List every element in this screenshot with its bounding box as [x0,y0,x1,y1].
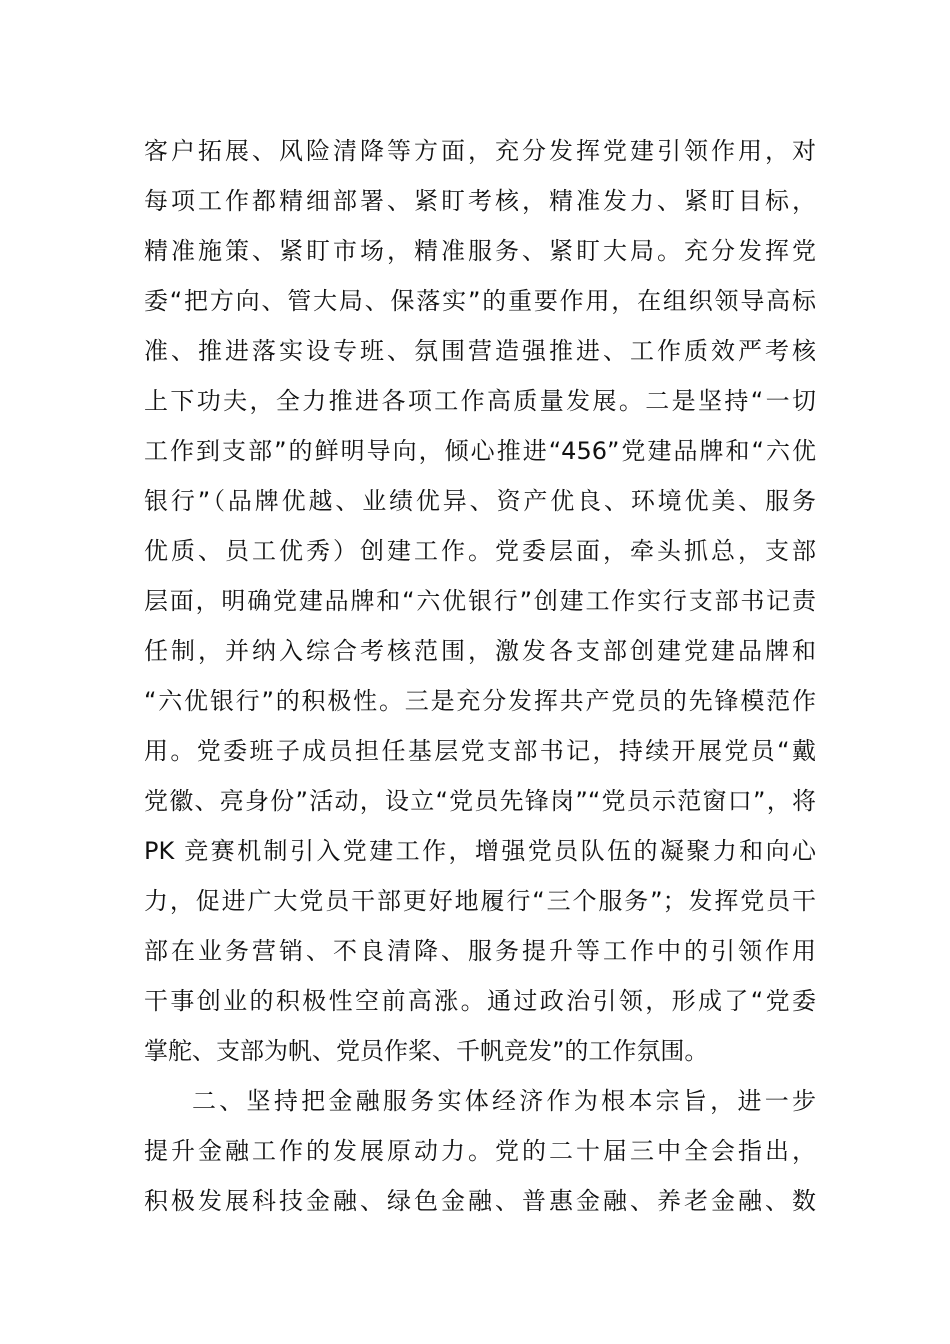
paragraph-line: 二、坚持把金融服务实体经济作为根本宗旨，进一步 [192,1087,816,1115]
paragraph-line: 提升金融工作的发展原动力。党的二十届三中全会指出， [144,1137,816,1165]
paragraph-line: 银行”（品牌优越、业绩优异、资产优良、环境优美、服务 [144,487,816,515]
paragraph-line: 层面，明确党建品牌和“六优银行”创建工作实行支部书记责 [144,587,816,615]
paragraph-line: 每项工作都精细部署、紧盯考核，精准发力、紧盯目标， [144,187,816,215]
paragraph-line: 优质、员工优秀）创建工作。党委层面，牵头抓总，支部 [144,537,816,565]
paragraph-line: 用。党委班子成员担任基层党支部书记，持续开展党员“戴 [144,737,816,765]
paragraph-line: 委“把方向、管大局、保落实”的重要作用，在组织领导高标 [144,287,816,315]
paragraph-line: 精准施策、紧盯市场，精准服务、紧盯大局。充分发挥党 [144,237,816,265]
paragraph-1 [144,126,816,1076]
paragraph-line: 积极发展科技金融、绿色金融、普惠金融、养老金融、数 [144,1187,816,1215]
paragraph-line: 上下功夫，全力推进各项工作高质量发展。二是坚持“一切 [144,387,816,415]
paragraph-line: 客户拓展、风险清降等方面，充分发挥党建引领作用，对 [144,137,816,165]
paragraph-line: 准、推进落实设专班、氛围营造强推进、工作质效严考核 [144,337,816,365]
document-body [144,126,816,1226]
paragraph-line: PK 竞赛机制引入党建工作，增强党员队伍的凝聚力和向心 [144,837,816,865]
paragraph-line: 任制，并纳入综合考核范围，激发各支部创建党建品牌和 [144,637,816,665]
paragraph-2 [144,1076,816,1226]
paragraph-line: 掌舵、支部为帆、党员作桨、千帆竞发”的工作氛围。 [144,1037,709,1065]
paragraph-line: 工作到支部”的鲜明导向，倾心推进“456”党建品牌和“六优 [144,437,816,465]
paragraph-line: 部在业务营销、不良清降、服务提升等工作中的引领作用 [144,937,816,965]
paragraph-line: “六优银行”的积极性。三是充分发挥共产党员的先锋模范作 [144,687,816,715]
paragraph-line: 力，促进广大党员干部更好地履行“三个服务”；发挥党员干 [144,887,816,915]
paragraph-line: 干事创业的积极性空前高涨。通过政治引领，形成了“党委 [144,987,816,1015]
paragraph-line: 党徽、亮身份”活动，设立“党员先锋岗”“党员示范窗口”，将 [144,787,816,815]
